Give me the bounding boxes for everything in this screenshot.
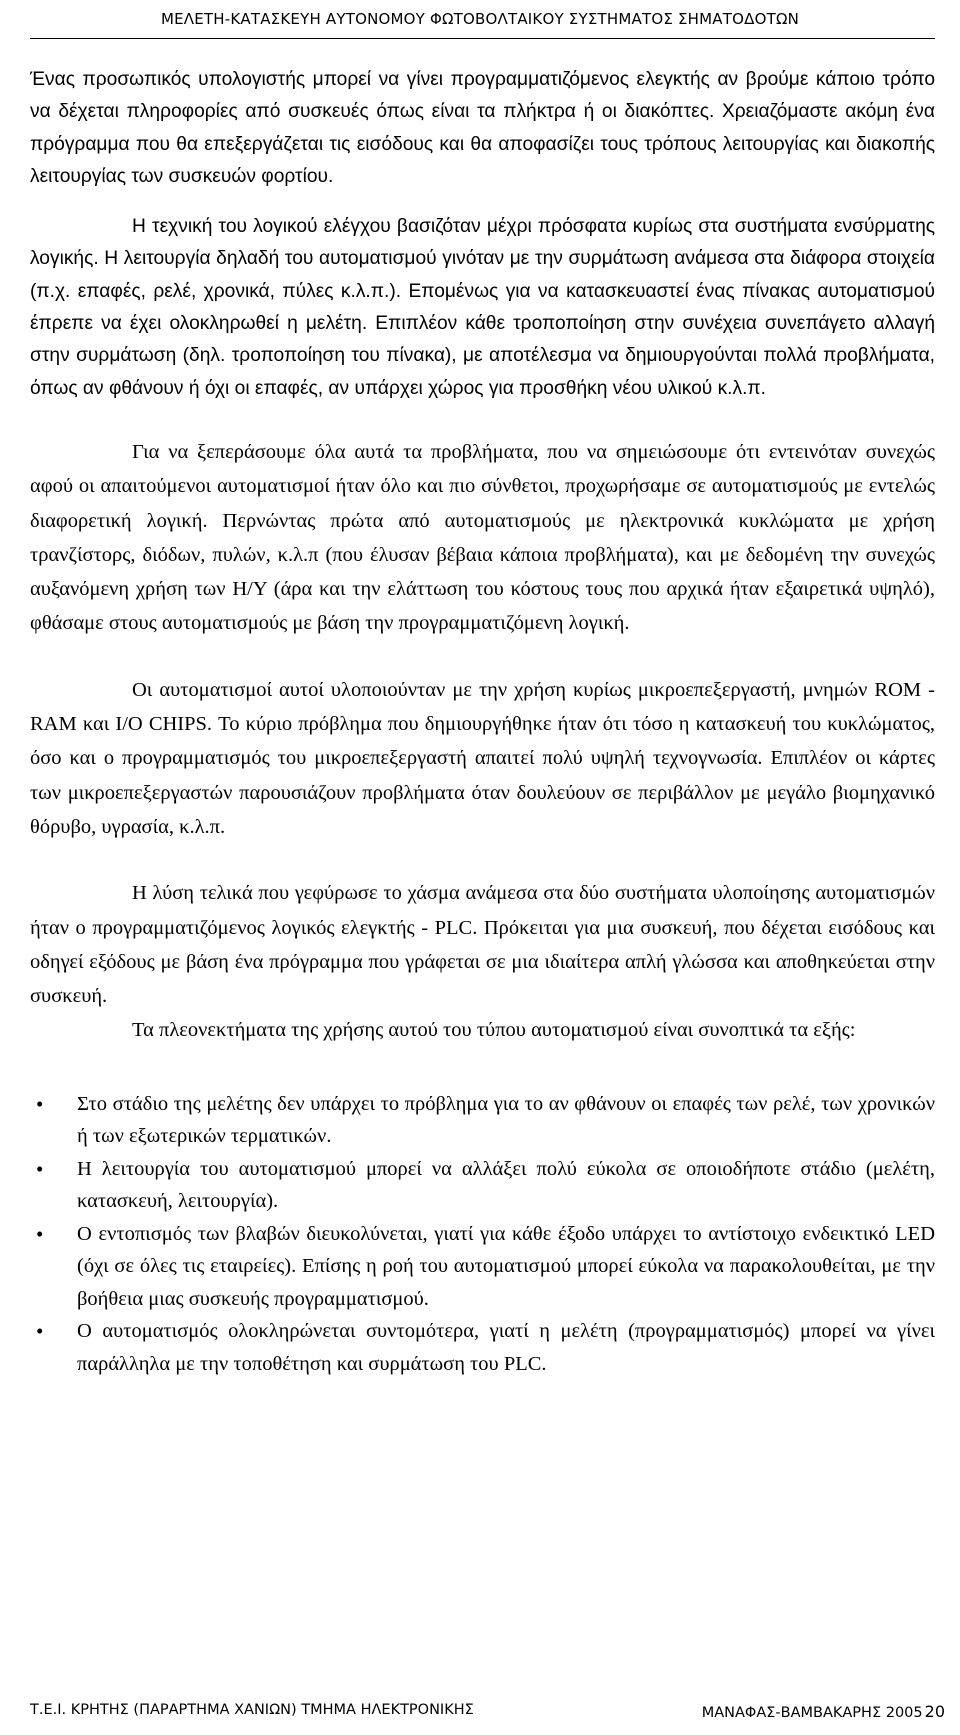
paragraph-6: Τα πλεονεκτήματα της χρήσης αυτού του τύπου αυτοματισμού είναι συνοπτικά τα εξής:: [132, 1019, 856, 1042]
page-number: 20: [924, 1702, 945, 1721]
paragraph-1: Ένας προσωπικός υπολογιστής μπορεί να γίνει προγραμματιζόμενος ελεγκτής αν βρούμε κάποιο τρόπο να δέχεται πληροφορίες από συσκευές όπως είναι τα πλήκτρα ή οι διακόπτες. Χρειαζόμαστε ακόμη ένα πρόγραμμα που θα επεξεργάζεται τις εισόδους και θα αποφασίζει τους τρόπους λειτουργίας και διακοπής λειτουργίας των συσκευών φορτίου.: [30, 69, 935, 187]
running-header: ΜΕΛΕΤΗ-ΚΑΤΑΣΚΕΥΗ ΑΥΤΟΝΟΜΟΥ ΦΩΤΟΒΟΛΤΑΙΚΟΥ ΣΥΣΤΗΜΑΤΟΣ ΣΗΜΑΤΟΔΟΤΩΝ: [160, 10, 800, 28]
list-item: • Στο στάδιο της μελέτης δεν υπάρχει το πρόβλημα για το αν φθάνουν οι επαφές των ρελέ, των χρονικών ή των εξωτερικών τερματικών.: [30, 1088, 935, 1153]
footer-authors: ΜΑΝΑΦΑΣ-ΒΑΜΒΑΚΑΡΗΣ 2005: [701, 1705, 923, 1721]
footer-authors-group: [702, 1702, 945, 1721]
paragraph-2: Η τεχνική του λογικού ελέγχου βασιζόταν μέχρι πρόσφατα κυρίως στα συστήματα ενσύρματης λογικής. Η λειτουργία δηλαδή του αυτοματισμού γινόταν με την συρμάτωση ανάμεσα στα διάφορα στοιχεία (π.χ. επαφές, ρελέ, χρονικά, πύλες κ.λ.π.). Επομένως για να κατασκευαστεί ένας πίνακας αυτοματισμού έπρεπε να έχει ολοκληρωθεί η μελέτη. Επιπλέον κάθε τροποποίηση στην συνέχεια συνεπάγετο αλλαγή στην συρμάτωση (δηλ. τροποποίηση του πίνακα), με αποτέλεσμα να δημιουργούνται πολλά προβλήματα, όπως αν φθάνουν ή όχι οι επαφές, αν υπάρχει χώρος για προσθήκη νέου υλικού κ.λ.π.: [30, 216, 935, 399]
footer-institution: Τ.Ε.Ι. ΚΡΗΤΗΣ (ΠΑΡΑΡΤΗΜΑ ΧΑΝΙΩΝ) ΤΜΗΜΑ ΗΛΕΚΤΡΟΝΙΚΗΣ: [30, 1702, 474, 1718]
header-rule: [30, 38, 935, 39]
list-item: • Ο εντοπισμός των βλαβών διευκολύνεται, γιατί για κάθε έξοδο υπάρχει το αντίστοιχο ενδεικτικό LED (όχι σε όλες τις εταιρείες). Επίσης η ροή του αυτοματισμού μπορεί εύκολα να παρακολουθείται, με την βοήθεια μιας συσκευής προγραμματισμού.: [30, 1218, 935, 1316]
list-item: • Η λειτουργία του αυτοματισμού μπορεί να αλλάξει πολύ εύκολα σε οποιοδήποτε στάδιο (μελέτη, κατασκευή, λειτουργία).: [30, 1153, 935, 1218]
advantages-list: [30, 1088, 935, 1381]
paragraph-5: Η λύση τελικά που γεφύρωσε το χάσμα ανάμεσα στα δύο συστήματα υλοποίησης αυτοματισμών ήταν ο προγραμματιζόμενος λογικός ελεγκτής - PLC. Πρόκειται για μια συσκευή, που δέχεται εισόδους και οδηγεί εξόδους με βάση ένα πρόγραμμα που γράφεται σε μια ιδιαίτερα απλή γλώσσα και αποθηκεύεται στην συσκευή.: [30, 882, 935, 1008]
paragraph-4: Οι αυτοματισμοί αυτοί υλοποιούνταν με την χρήση κυρίως μικροεπεξεργαστή, μνημών ROM - RAM και I/O CHIPS. Το κύριο πρόβλημα που δημιουργήθηκε ήταν ότι τόσο η κατασκευή του κυκλώματος, όσο και ο προγραμματισμός του μικροεπεξεργαστή απαιτεί πολύ υψηλή τεχνογνωσία. Επιπλέον οι κάρτες των μικροεπεξεργαστών παρουσιάζουν προβλήματα όταν δουλεύουν σε περιβάλλον με μεγάλο βιομηχανικό θόρυβο, υγρασία, κ.λ.π.: [30, 678, 935, 838]
document-body: [30, 64, 935, 1380]
list-item: • Ο αυτοματισμός ολοκληρώνεται συντομότερα, γιατί η μελέτη (προγραμματισμός) μπορεί να γίνει παράλληλα με την τοποθέτηση και συρμάτωση του PLC.: [30, 1315, 935, 1380]
running-footer: [30, 1702, 945, 1721]
paragraph-3: Για να ξεπεράσουμε όλα αυτά τα προβλήματα, που να σημειώσουμε ότι εντεινόταν συνεχώς αφού οι απαιτούμενοι αυτοματισμοί ήταν όλο και πιο σύνθετοι, προχωρήσαμε σε αυτοματισμούς με εντελώς διαφορετική λογική. Περνώντας πρώτα από αυτοματισμούς με ηλεκτρονικά κυκλώματα με χρήση τρανζίστορς, διόδων, πυλών, κ.λ.π (που έλυσαν βέβαια κάποια προβλήματα), και με δεδομένη την συνεχώς αυξανόμενη χρήση των Η/Υ (άρα και την ελάττωση του κόστους τους που αρχικά ήταν εξαιρετικά υψηλό), φθάσαμε στους αυτοματισμούς με βάση την προγραμματιζόμενη λογική.: [30, 440, 935, 635]
